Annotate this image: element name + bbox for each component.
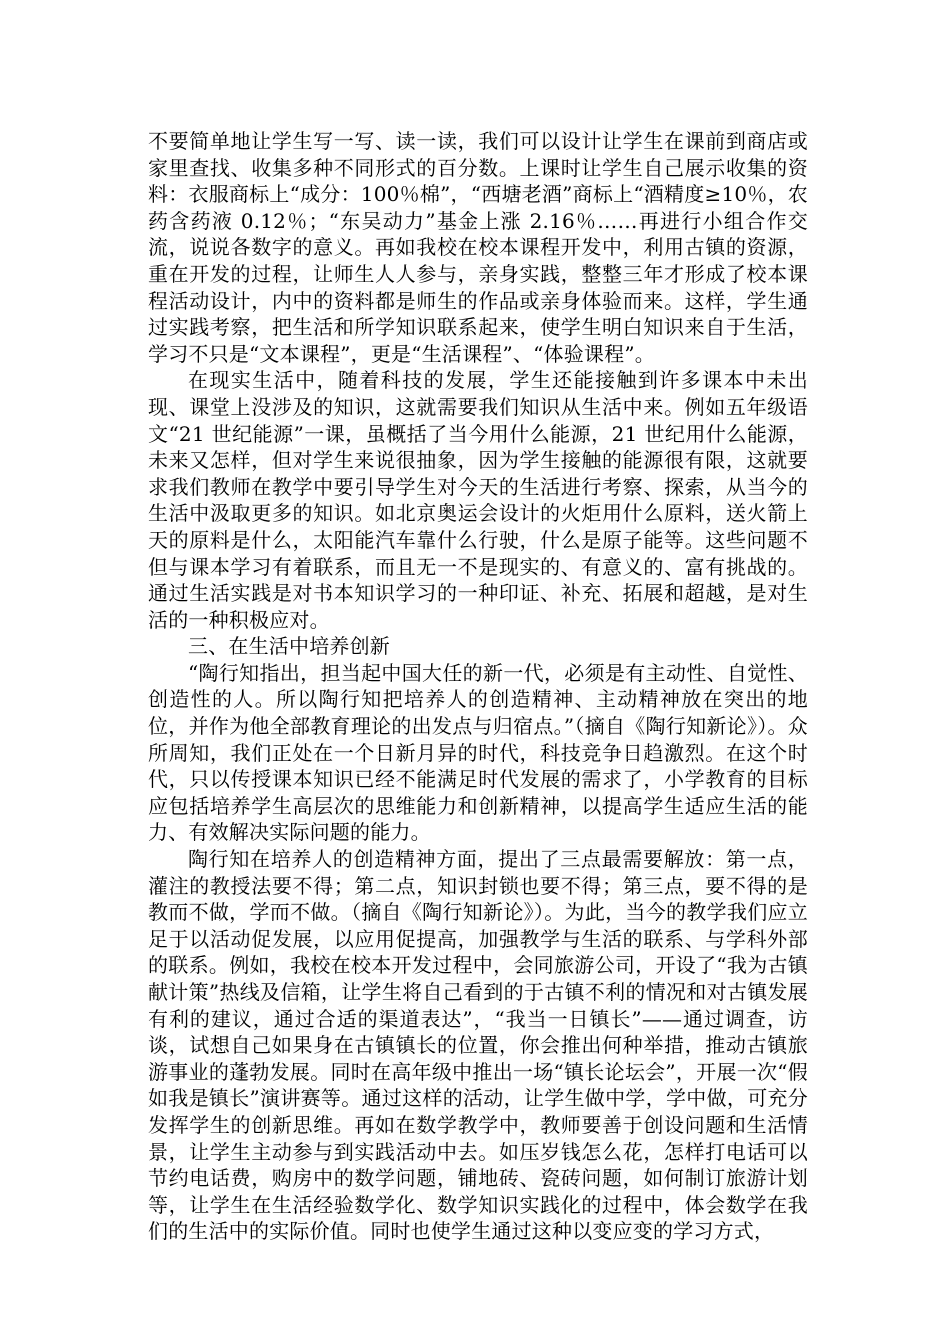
paragraph-real-life-science: 在现实生活中，随着科技的发展，学生还能接触到许多课本中未出现、课堂上没涉及的知识，这就需要我们知识从生活中来。例如五年级语文“21 世纪能源”一课，虽概括了当今用什么能源，21 世纪用什么能源，未来又怎样，但对学生来说很抽象，因为学生接触的能源很有限，这就要求我们教师在教学中要引导学生对今天的生活进行考察、探索，从当今的生活中汲取更多的知识。如北京奥运会设计的火炬用什么原料，送火箭上天的原料是什么，太阳能汽车靠什么行驶，什么是原子能等。这些问题不但与课本学习有着联系，而且无一不是现实的、有意义的、富有挑战的。通过生活实践是对书本知识学习的一种印证、补充、拓展和超越，是对生活的一种积极应对。	[148, 368, 808, 632]
paragraph-creative-spirit: 陶行知在培养人的创造精神方面，提出了三点最需要解放：第一点，灌注的教授法要不得；第二点，知识封锁也要不得；第三点，要不得的是教而不做，学而不做。（摘自《陶行知新论》）。为此，当今的教学我们应立足于以活动促发展，以应用促提高，加强教学与生活的联系、与学科外部的联系。例如，我校在校本开发过程中，会同旅游公司，开设了“我为古镇献计策”热线及信箱，让学生将自己看到的于古镇不利的情况和对古镇发展有利的建议，通过合适的渠道表达”，“我当一日镇长”——通过调查，访谈，试想自己如果身在古镇镇长的位置，你会推出何种举措，推动古镇旅游事业的蓬勃发展。同时在高年级中推出一场“镇长论坛会”，开展一次“假如我是镇长”演讲赛等。通过这样的活动，让学生做中学，学中做，可充分发挥学生的创新思维。再如在数学教学中，教师要善于创设问题和生活情景，让学生主动参与到实践活动中去。如压岁钱怎么花，怎样打电话可以节约电话费，购房中的数学问题，铺地砖、瓷砖问题，如何制订旅游计划等，让学生在生活经验数学化、数学知识实践化的过程中，体会数学在我们的生活中的实际价值。同时也使学生通过这种以变应变的学习方式，	[148, 847, 808, 1244]
document-body	[148, 128, 808, 1245]
paragraph-tao-xingzhi-quote: “陶行知指出，担当起中国大任的新一代，必须是有主动性、自觉性、创造性的人。所以陶行知把培养人的创造精神、主动精神放在突出的地位，并作为他全部教育理论的出发点与归宿点。”（摘自《陶行知新论》）。众所周知，我们正处在一个日新月异的时代，科技竞争日趋激烈。在这个时代，只以传授课本知识已经不能满足时代发展的需求了，小学教育的目标应包括培养学生高层次的思维能力和创新精神，以提高学生适应生活的能力、有效解决实际问题的能力。	[148, 660, 808, 845]
paragraph-continuation: 不要简单地让学生写一写、读一读，我们可以设计让学生在课前到商店或家里查找、收集多种不同形式的百分数。上课时让学生自己展示收集的资料：衣服商标上“成分：100％棉”，“西塘老酒”商标上“酒精度≥10％，农药含药液 0.12％；“东吴动力”基金上涨 2.16％……再进行小组合作交流，说说各数字的意义。再如我校在校本课程开发中，利用古镇的资源，重在开发的过程，让师生人人参与，亲身实践，整整三年才形成了校本课程活动设计，内中的资料都是师生的作品或亲身体验而来。这样，学生通过实践考察，把生活和所学知识联系起来，使学生明白知识来自于生活，学习不只是“文本课程”，更是“生活课程”、“体验课程”。	[148, 129, 808, 366]
section-heading: 三、在生活中培养创新	[188, 634, 390, 659]
